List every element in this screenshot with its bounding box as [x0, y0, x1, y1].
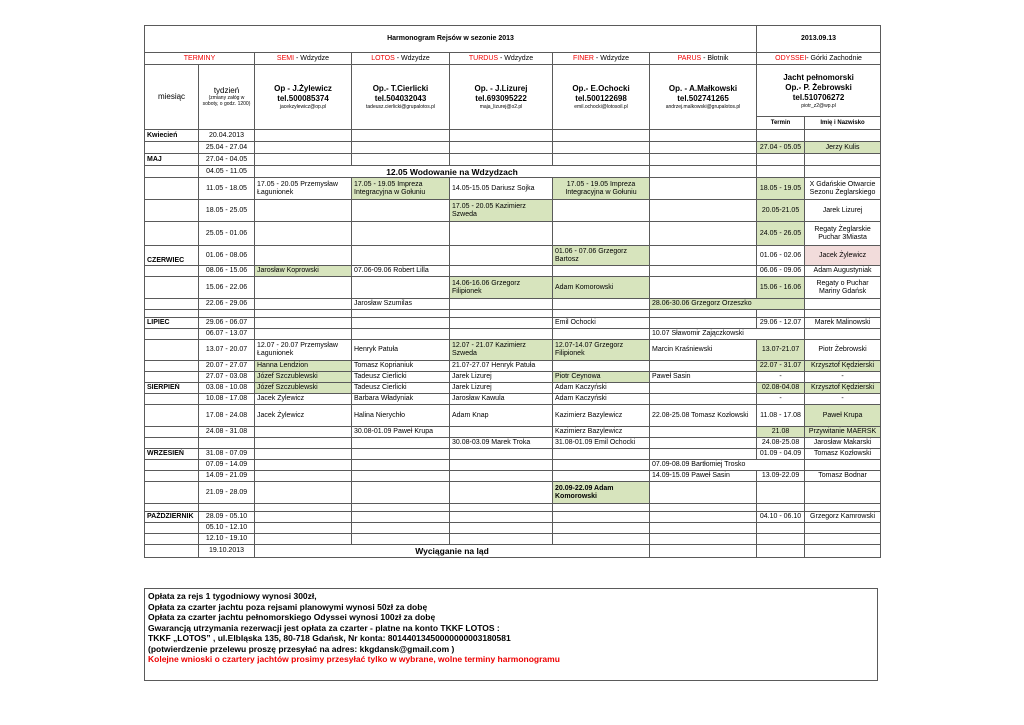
note-line: Opłata za rejs 1 tygodniowy wynosi 300zł,: [148, 591, 317, 601]
parus-booking: 10.07 Sławomir Zajączkowski: [650, 329, 805, 340]
termin-header: Termin: [757, 117, 805, 130]
header-lotos: LOTOS - Wdzydze: [352, 53, 450, 65]
odyssei-name: Krzysztof Kędzierski: [805, 383, 881, 394]
odyssei-term: 24.05 - 26.05: [757, 222, 805, 246]
semi-booking: Jacek Żylewicz: [255, 394, 352, 405]
header-turdus: TURDUS - Wdzydze: [450, 53, 553, 65]
month-cell: MAJ: [145, 154, 199, 166]
odyssei-name: Jerzy Kulis: [805, 142, 881, 154]
lotos-booking: 30.08-01.09 Paweł Krupa: [352, 427, 450, 438]
header-semi: SEMI - Wdzydze: [255, 53, 352, 65]
note-line: Gwarancją utrzymania rezerwacji jest opłata za czarter - platne na konto TKKF LOTOS :: [148, 622, 500, 633]
parus-booking: Marcin Kraśniewski: [650, 340, 757, 361]
odyssei-term: 11.08 - 17.08: [757, 405, 805, 427]
week-cell: 07.09 - 14.09: [199, 460, 255, 471]
odyssei-name: Przywitanie MAERSK: [805, 427, 881, 438]
week-cell: 17.08 - 24.08: [199, 405, 255, 427]
turdus-booking: 21.07-27.07 Henryk Patuła: [450, 361, 553, 372]
note-warning: Kolejne wnioski o czartery jachtów prosimy przesyłać tylko w wybrane, wolne terminy harmonogramu: [148, 654, 560, 664]
lotos-booking: Henryk Patuła: [352, 340, 450, 361]
month-cell: CZERWIEC: [145, 246, 199, 266]
page-title: Harmonogram Rejsów w sezonie 2013: [145, 26, 757, 53]
lotos-booking: 17.05 - 19.05 Impreza Integracyjna w Gołuniu: [352, 178, 450, 200]
semi-booking: 17.05 - 20.05 Przemysław Łagunionek: [255, 178, 352, 200]
week-cell: 27.04 - 04.05: [199, 154, 255, 166]
note-line: Opłata za czarter jachtu pełnomorskiego Odyssei wynosi 100zł za dobę: [148, 612, 436, 622]
week-header: tydzień (zmiany załóg w soboty, o godz. 1200): [199, 65, 255, 130]
odyssei-term: 27.04 - 05.05: [757, 142, 805, 154]
odyssei-name: -: [805, 372, 881, 383]
odyssei-name: X Gdańskie Otwarcie Sezonu Żeglarskiego: [805, 178, 881, 200]
semi-booking: Jarosław Koprowski: [255, 266, 352, 277]
header-terminy: TERMINY: [145, 53, 255, 65]
turdus-booking: Jarek Lizurej: [450, 372, 553, 383]
finer-booking: 31.08-01.09 Emil Ochocki: [553, 438, 650, 449]
week-cell: 04.05 - 11.05: [199, 166, 255, 178]
week-cell: 12.10 - 19.10: [199, 534, 255, 545]
turdus-booking: 14.06-16.06 Grzegorz Filipionek: [450, 277, 553, 299]
odyssei-name: Grzegorz Kamrowski: [805, 512, 881, 523]
week-cell: 05.10 - 12.10: [199, 523, 255, 534]
week-cell: 10.08 - 17.08: [199, 394, 255, 405]
odyssei-name: Regaty o Puchar Mariny Gdańsk: [805, 277, 881, 299]
week-cell: 31.08 - 07.09: [199, 449, 255, 460]
parus-operator: Op. - A.Małkowski tel.502741265 andrzej.malkowski@grupalotos.pl: [650, 65, 757, 130]
month-cell: PAŹDZIERNIK: [145, 512, 199, 523]
odyssei-name: Regaty Żeglarskie Puchar 3Miasta: [805, 222, 881, 246]
week-cell: 24.08 - 31.08: [199, 427, 255, 438]
odyssei-term: 22.07 - 31.07: [757, 361, 805, 372]
header-odyssei: ODYSSEI- Górki Zachodnie: [757, 53, 881, 65]
name-header: Imię i Nazwisko: [805, 117, 881, 130]
lotos-booking: Barbara Władyniak: [352, 394, 450, 405]
month-label: miesiąc: [145, 65, 199, 130]
lotos-booking: Tadeusz Cierlicki: [352, 372, 450, 383]
week-cell: 06.07 - 13.07: [199, 329, 255, 340]
turdus-booking: Adam Knap: [450, 405, 553, 427]
month-cell: Kwiecień: [145, 130, 199, 142]
lotos-booking: Tadeusz Cierlicki: [352, 383, 450, 394]
lotos-booking: Tomasz Koprianiuk: [352, 361, 450, 372]
parus-booking: 22.08-25.08 Tomasz Kozłowski: [650, 405, 757, 427]
week-cell: 13.07 - 20.07: [199, 340, 255, 361]
header-parus: PARUS - Błotnik: [650, 53, 757, 65]
odyssei-name: Paweł Krupa: [805, 405, 881, 427]
week-cell: 03.08 - 10.08: [199, 383, 255, 394]
week-cell: 25.05 - 01.06: [199, 222, 255, 246]
parus-booking: 07.09-08.09 Bartłomiej Trosko: [650, 460, 805, 471]
odyssei-term: 04.10 - 06.10: [757, 512, 805, 523]
semi-booking: Józef Szczublewski: [255, 383, 352, 394]
turdus-booking: Jarek Lizurej: [450, 383, 553, 394]
note-line: TKKF „LOTOS” , ul.Elbląska 135, 80-718 Gdańsk, Nr konta: 80144013450000000003180581: [148, 633, 511, 643]
odyssei-term: -: [757, 372, 805, 383]
finer-booking: Piotr Ceynowa: [553, 372, 650, 383]
week-cell: 14.09 - 21.09: [199, 471, 255, 482]
finer-booking: Adam Kaczyński: [553, 394, 650, 405]
launch-event: 12.05 Wodowanie na Wdzydzach: [255, 166, 650, 178]
odyssei-name: Marek Malinowski: [805, 318, 881, 329]
odyssei-term: 18.05 - 19.05: [757, 178, 805, 200]
odyssei-term: 01.09 - 04.09: [757, 449, 805, 460]
header-finer: FINER - Wdzydze: [553, 53, 650, 65]
week-cell: 22.06 - 29.06: [199, 299, 255, 310]
week-cell: 20.07 - 27.07: [199, 361, 255, 372]
odyssei-term: 13.07-21.07: [757, 340, 805, 361]
odyssei-term: 21.08: [757, 427, 805, 438]
odyssei-name: Adam Augustyniak: [805, 266, 881, 277]
week-cell: 08.06 - 15.06: [199, 266, 255, 277]
schedule-table: [144, 25, 881, 558]
odyssei-term: 15.06 - 16.06: [757, 277, 805, 299]
parus-booking: 28.06-30.06 Grzegorz Orzeszko: [650, 299, 805, 310]
week-cell: 20.04.2013: [199, 130, 255, 142]
week-cell: 29.06 - 06.07: [199, 318, 255, 329]
odyssei-name: Tomasz Kozłowski: [805, 449, 881, 460]
finer-operator: Op.- E.Ochocki tel.500122698 emil.ochocki@lotosoil.pl: [553, 65, 650, 130]
odyssei-name: -: [805, 394, 881, 405]
week-cell: 11.05 - 18.05: [199, 178, 255, 200]
turdus-booking: 17.05 - 20.05 Kazimierz Szweda: [450, 200, 553, 222]
odyssei-name: Piotr Żebrowski: [805, 340, 881, 361]
week-cell: 18.05 - 25.05: [199, 200, 255, 222]
odyssei-term: -: [757, 394, 805, 405]
week-cell: 19.10.2013: [199, 545, 255, 558]
parus-booking: Paweł Sasin: [650, 372, 757, 383]
parus-booking: 14.09-15.09 Paweł Sasin: [650, 471, 757, 482]
odyssei-name: Jacek Żylewicz: [805, 246, 881, 266]
odyssei-term: 13.09-22.09: [757, 471, 805, 482]
semi-booking: Hanna Lendzion: [255, 361, 352, 372]
note-line: (potwierdzenie przelewu proszę przesyłać na adres: kkgdansk@gmail.com ): [148, 643, 455, 654]
week-cell: 28.09 - 05.10: [199, 512, 255, 523]
week-cell: 27.07 - 03.08: [199, 372, 255, 383]
haul-out-event: Wyciąganie na ląd: [255, 545, 650, 558]
odyssei-name: Krzysztof Kędzierski: [805, 361, 881, 372]
semi-operator: Op - J.Żylewicz tel.500085374 jacekzylewicz@op.pl: [255, 65, 352, 130]
finer-booking: 01.06 - 07.06 Grzegorz Bartosz: [553, 246, 650, 266]
odyssei-name: Jarosław Makarski: [805, 438, 881, 449]
turdus-booking: 30.08-03.09 Marek Troka: [450, 438, 553, 449]
finer-booking: Adam Kaczyński: [553, 383, 650, 394]
week-cell: 15.06 - 22.06: [199, 277, 255, 299]
turdus-booking: Jarosław Kawula: [450, 394, 553, 405]
odyssei-term: 06.06 - 09.06: [757, 266, 805, 277]
odyssei-term: 24.08-25.08: [757, 438, 805, 449]
odyssei-term: 02.08-04.08: [757, 383, 805, 394]
semi-booking: 12.07 - 20.07 Przemysław Łagunionek: [255, 340, 352, 361]
finer-booking: Adam Komorowski: [553, 277, 650, 299]
note-line: Opłata za czarter jachtu poza rejsami planowymi wynosi 50zł za dobę: [148, 601, 428, 612]
date-label: 2013.09.13: [757, 26, 881, 53]
semi-booking: Jacek Żylewicz: [255, 405, 352, 427]
odyssei-name: Tomasz Bodnar: [805, 471, 881, 482]
lotos-booking: Halina Nierychło: [352, 405, 450, 427]
lotos-booking: 07.06-09.06 Robert Lilla: [352, 266, 450, 277]
finer-booking: 20.09-22.09 Adam Komorowski: [553, 482, 650, 504]
week-cell: 01.06 - 08.06: [199, 246, 255, 266]
turdus-booking: 14.05-15.05 Dariusz Sojka: [450, 178, 553, 200]
month-cell: SIERPIEŃ: [145, 383, 199, 394]
week-cell: 25.04 - 27.04: [199, 142, 255, 154]
finer-booking: Kazimierz Bazylewicz: [553, 405, 650, 427]
lotos-operator: Op.- T.Cierlicki tel.504032043 tadeusz.cierlicki@grupalotos.pl: [352, 65, 450, 130]
odyssei-operator: Jacht pełnomorski Op.- P. Żebrowski tel.510706272 piotr_z2@wp.pl: [757, 65, 881, 117]
odyssei-term: 01.06 - 02.06: [757, 246, 805, 266]
finer-booking: Emil Ochocki: [553, 318, 650, 329]
finer-booking: 12.07-14.07 Grzegorz Filipionek: [553, 340, 650, 361]
odyssei-name: Jarek Lizurej: [805, 200, 881, 222]
month-cell: LIPIEC: [145, 318, 199, 329]
odyssei-term: 29.06 - 12.07: [757, 318, 805, 329]
odyssei-term: 20.05-21.05: [757, 200, 805, 222]
week-cell: 21.09 - 28.09: [199, 482, 255, 504]
lotos-booking: Jarosław Szumilas: [352, 299, 450, 310]
semi-booking: Józef Szczublewski: [255, 372, 352, 383]
turdus-booking: 12.07 - 21.07 Kazimierz Szweda: [450, 340, 553, 361]
finer-booking: Kazimierz Bazylewicz: [553, 427, 650, 438]
month-cell: WRZESIEŃ: [145, 449, 199, 460]
finer-booking: 17.05 - 19.05 Impreza Integracyjna w Gołuniu: [553, 178, 650, 200]
notes-box: [144, 588, 878, 681]
turdus-operator: Op. - J.Lizurej tel.693095222 maja_lizurej@o2.pl: [450, 65, 553, 130]
